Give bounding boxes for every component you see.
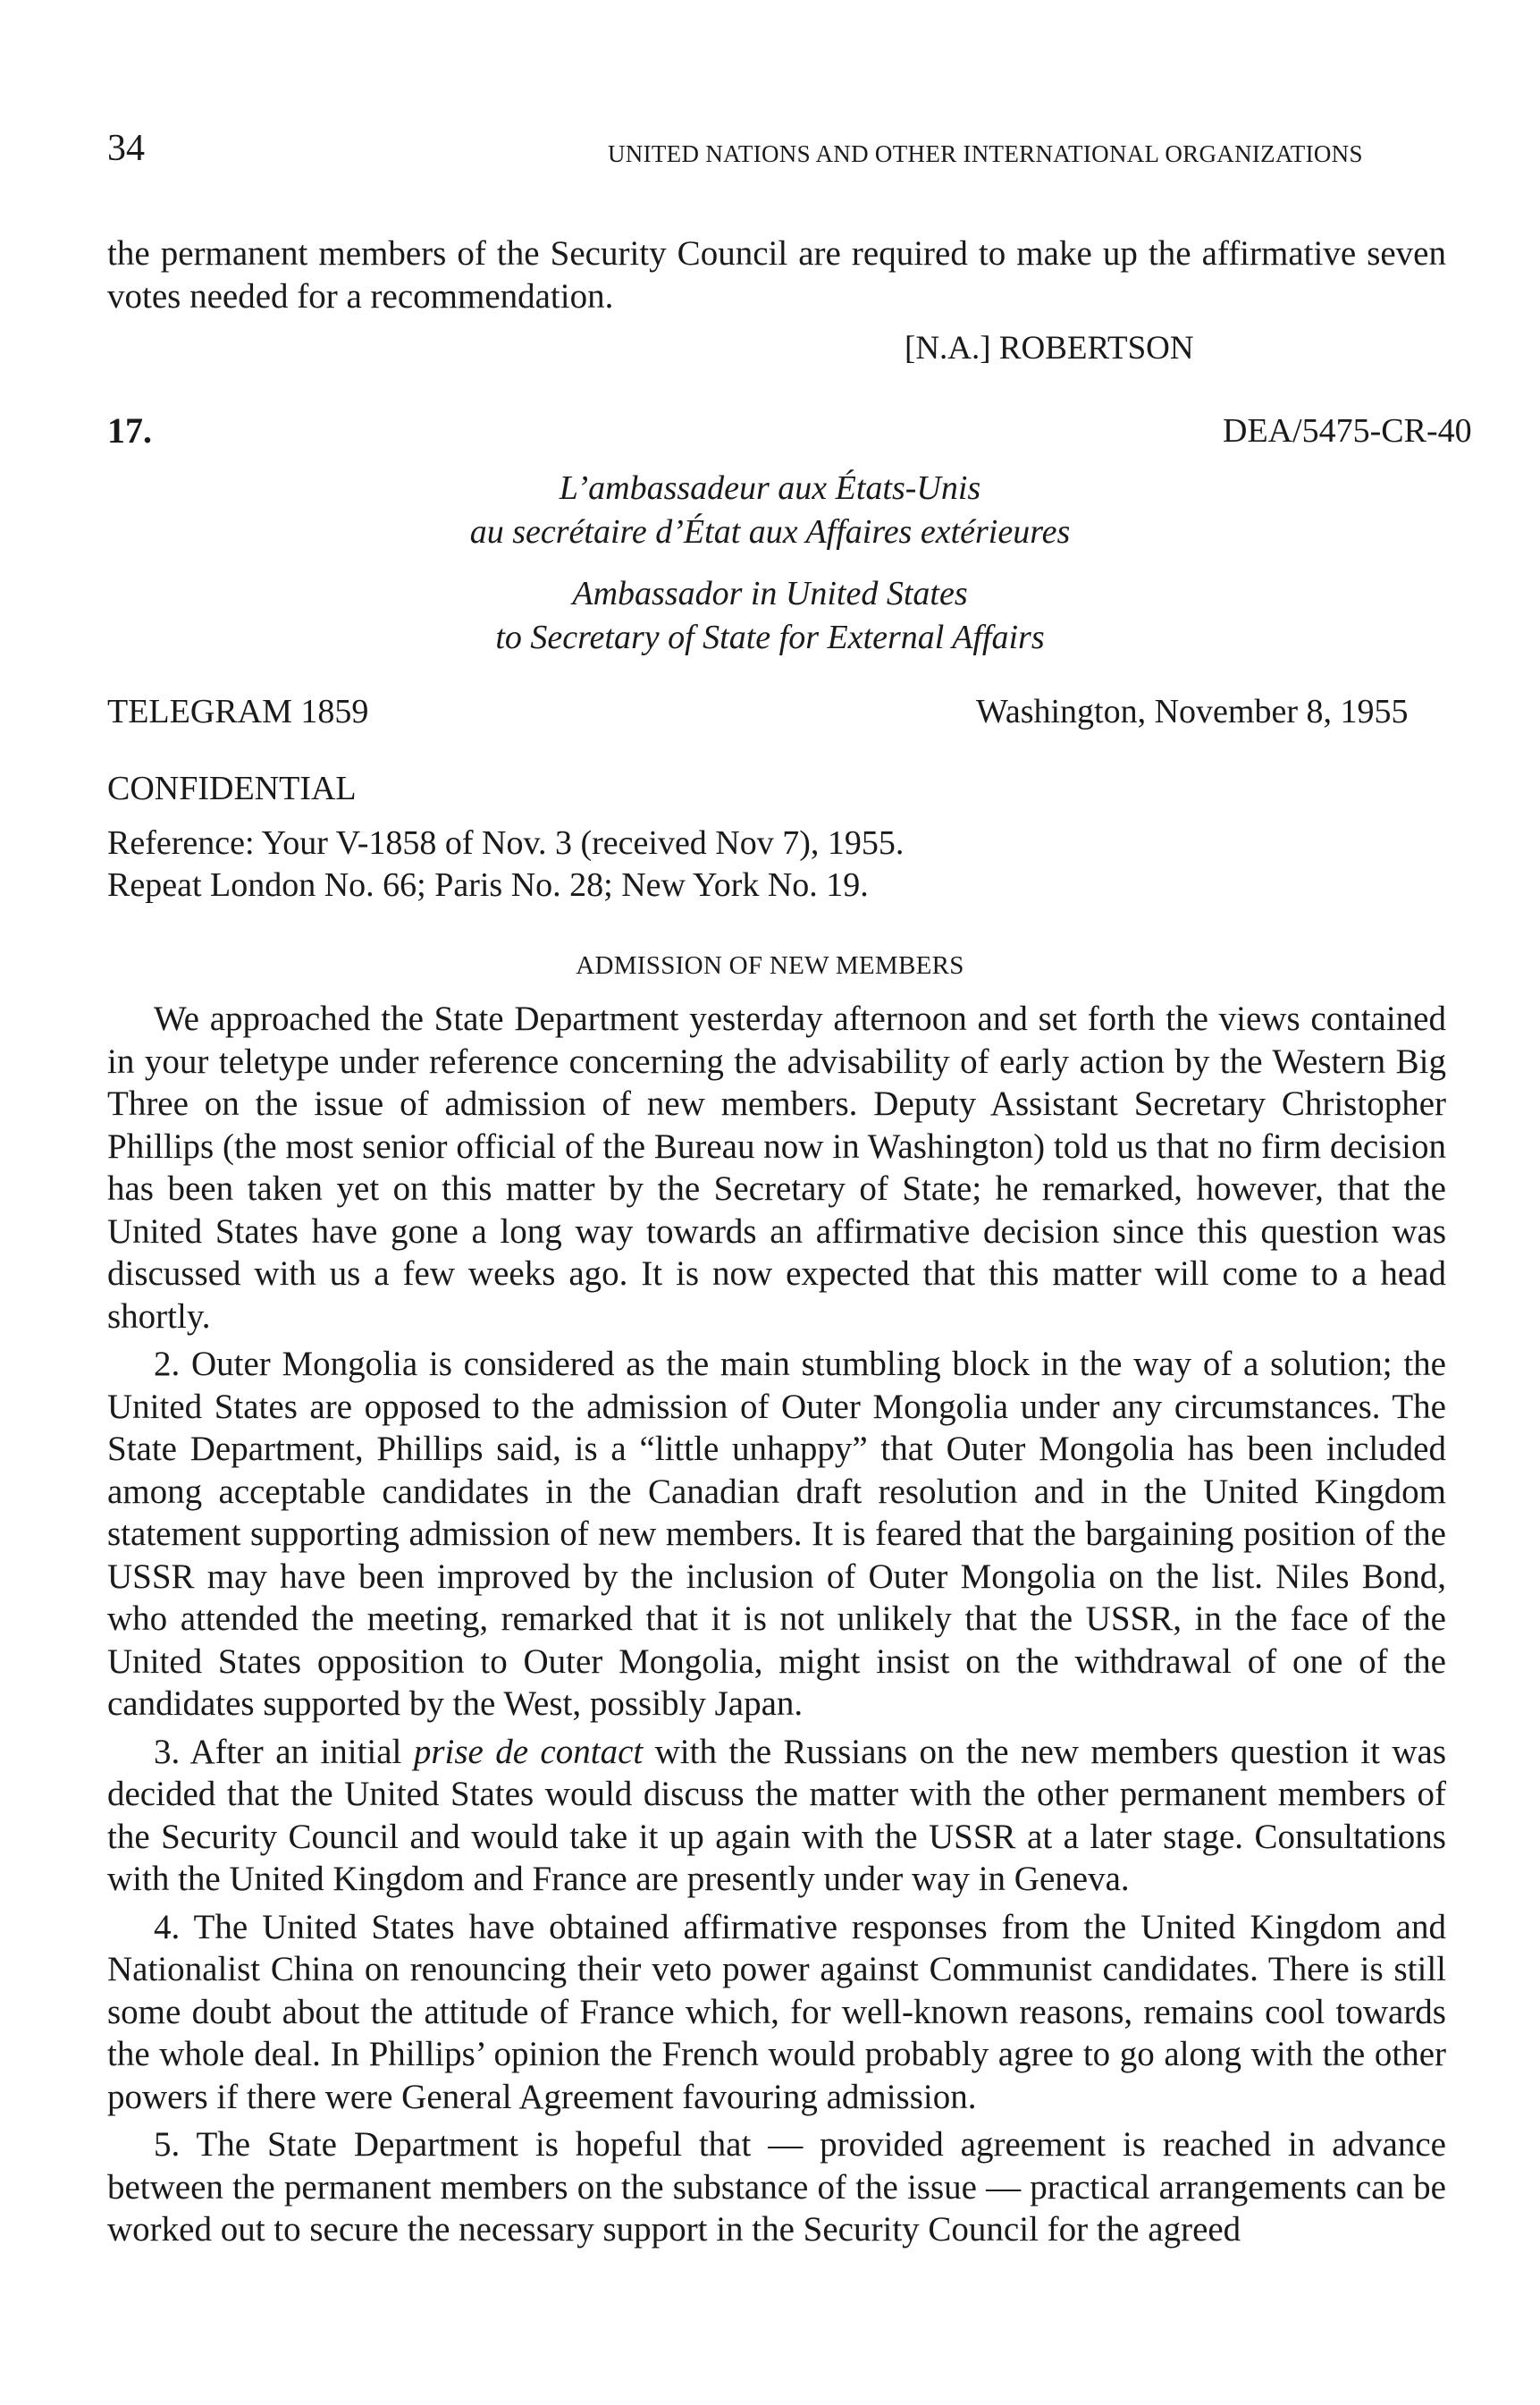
paragraph-3-end: with the Russians on the new members question it was decided that the United States would discuss the matter with the other permanent members of the Security Council and would take it up again with the USSR at a later stage. Consultations with the United Kingdom and France are presently under way in Geneva. xyxy=(107,1732,1447,1898)
heading-english xyxy=(0,572,1540,660)
signature: [N.A.] ROBERTSON xyxy=(905,330,1194,367)
reference-line: Reference: Your V-1858 of Nov. 3 (received Nov 7), 1955. xyxy=(107,824,905,862)
paragraph-1: We approached the State Department yesterday afternoon and set forth the views contained in your teletype under reference concerning the advisability of early action by the Western Big Three on the issue of admission of new members. Deputy Assistant Secretary Christopher Phillips (the most senior official of the Bureau now in Washington) told us that no firm decision has been taken yet on this matter by the Secretary of State; he remarked, however, that the United States have gone a long way towards an affirmative decision since this question was discussed with us a few weeks ago. It is now expected that this matter will come to a head shortly. xyxy=(107,1000,1446,1336)
paragraph-4: 4. The United States have obtained affirmative responses from the United Kingdom and Nationalist China on renouncing their veto power against Communist candidates. There is still some doubt about the attitude of France which, for well-known reasons, remains cool towards the whole deal. In Phillips’ opinion the French would probably agree to go along with the other powers if there were General Agreement favouring admission. xyxy=(107,1907,1446,2116)
telegram-body xyxy=(107,998,1446,2257)
paragraph-3-start: 3. After an initial xyxy=(154,1732,414,1771)
classification: CONFIDENTIAL xyxy=(107,770,357,807)
heading-english-line-1: Ambassador in United States xyxy=(572,575,968,612)
paragraph-5: 5. The State Department is hopeful that — provided agreement is reached in advance between the permanent members on the substance of the issue — practical arrangements can be worked out to secure the necessary support in the Security Council for the agreed xyxy=(107,2125,1446,2249)
heading-french-line-1: L’ambassadeur aux États-Unis xyxy=(559,469,981,507)
paragraph-2: 2. Outer Mongolia is considered as the main stumbling block in the way of a solution; the United States are opposed to the admission of Outer Mongolia under any circumstances. The State Department, Phillips said, is a “little unhappy” that Outer Mongolia has been included among acceptable candidates in the Canadian draft resolution and in the United Kingdom statement supporting admission of new members. It is feared that the bargaining position of the USSR may have been improved by the inclusion of Outer Mongolia on the list. Niles Bond, who attended the meeting, remarked that it is not unlikely that the USSR, in the face of the United States opposition to Outer Mongolia, might insist on the withdrawal of one of the candidates supported by the West, possibly Japan. xyxy=(107,1345,1446,1723)
paragraph-3-italic: prise de contact xyxy=(413,1732,644,1771)
place-date: Washington, November 8, 1955 xyxy=(976,693,1409,730)
page-number: 34 xyxy=(107,128,145,169)
heading-french xyxy=(0,467,1540,554)
repeat-line: Repeat London No. 66; Paris No. 28; New York No. 19. xyxy=(107,866,869,904)
paragraph-3 xyxy=(107,1731,1446,1901)
subject-heading: ADMISSION OF NEW MEMBERS xyxy=(576,951,964,980)
telegram-number: TELEGRAM 1859 xyxy=(107,693,369,730)
document-number: 17. xyxy=(107,410,152,451)
running-head: UNITED NATIONS AND OTHER INTERNATIONAL ORGANIZATIONS xyxy=(608,140,1363,167)
heading-english-line-2: to Secretary of State for External Affairs xyxy=(495,619,1045,656)
document-reference-code: DEA/5475-CR-40 xyxy=(1223,412,1472,450)
intro-paragraph: the permanent members of the Security Council are required to make up the affirmative seven votes needed for a recommendation. xyxy=(107,234,1446,316)
heading-french-line-2: au secrétaire d’État aux Affaires extérieures xyxy=(469,513,1071,551)
reference-block xyxy=(107,823,904,907)
